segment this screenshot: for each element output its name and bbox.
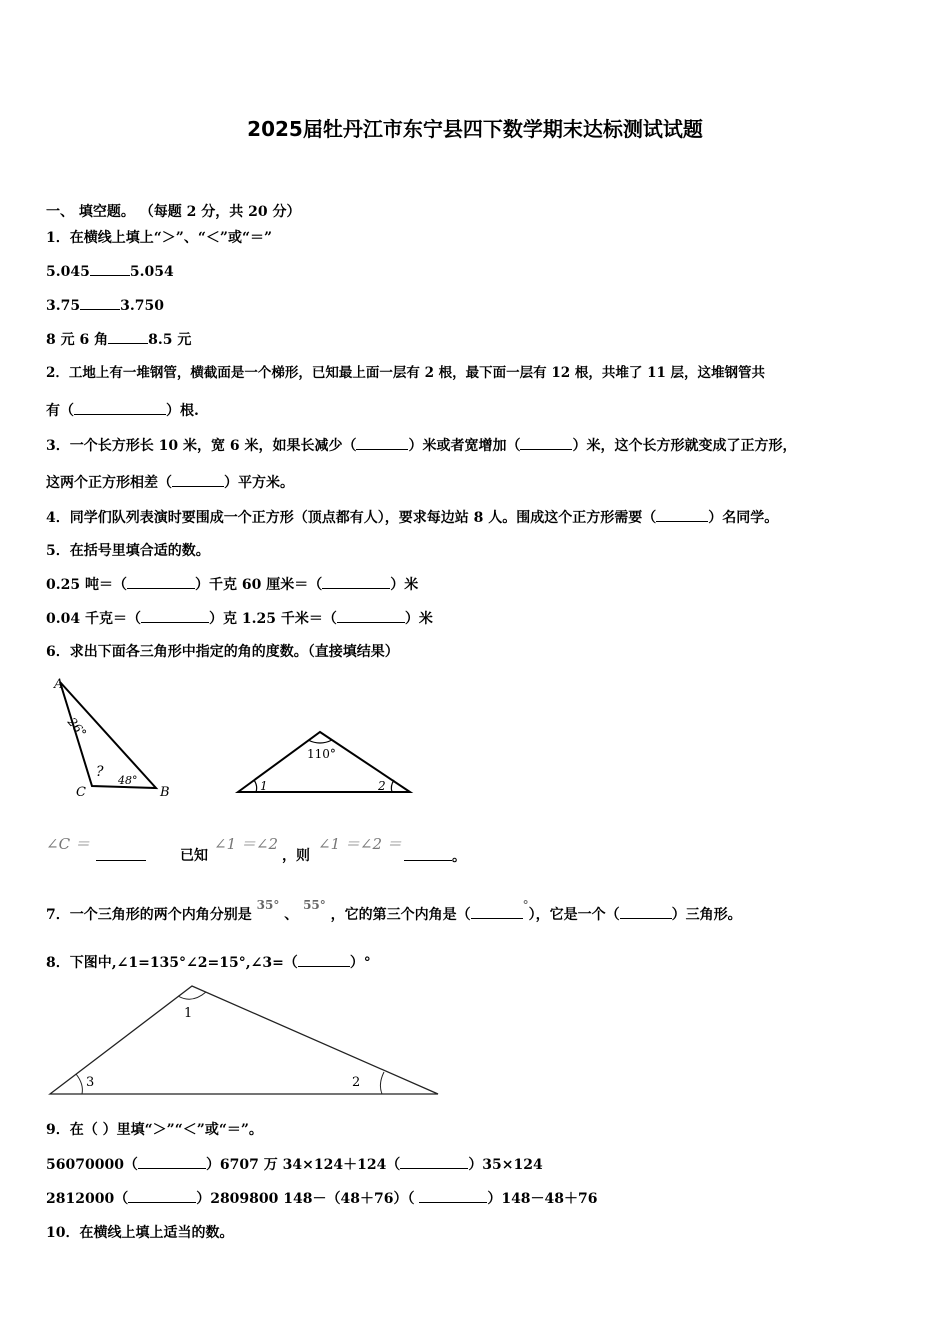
q5-row2 bbox=[46, 608, 433, 629]
q6-known: 已知 bbox=[180, 848, 208, 864]
q3-part4: 这两个正方形相差（ bbox=[46, 475, 172, 491]
label-b: B bbox=[160, 785, 170, 800]
q1-b-right: 3.750 bbox=[120, 298, 164, 314]
q6-end: 。 bbox=[452, 849, 466, 865]
top-angle-arc bbox=[308, 740, 332, 743]
q1-a-left: 5.045 bbox=[46, 264, 90, 280]
q7-part2: ，它的第三个内角是（ bbox=[330, 907, 471, 923]
q4-part1: 4．同学们队列表演时要围成一个正方形（顶点都有人），要求每边站 8 人。围成这个正方形需要（ bbox=[46, 510, 657, 526]
q6-expr: ∠1 ＝∠2 ＝ bbox=[318, 835, 402, 853]
q1-a-right: 5.054 bbox=[129, 264, 174, 280]
q3-blank3 bbox=[172, 472, 224, 487]
label-a: A bbox=[54, 677, 64, 692]
section-heading: 一、 填空题。 （每题 2 分，共 20 分） bbox=[46, 204, 301, 220]
q8-part1: 8．下图中,∠1=135°∠2=15°,∠3=（ bbox=[46, 955, 298, 971]
q1-c-blank bbox=[108, 329, 148, 344]
q8-part2: ）° bbox=[349, 955, 371, 971]
angle-1-label: 1 bbox=[260, 779, 268, 793]
q6-blank-c-wrap bbox=[96, 846, 146, 867]
q3-part1: 3．一个长方形长 10 米，宽 6 米，如果长减少（ bbox=[46, 438, 357, 454]
q7-angle1: 35° bbox=[256, 898, 280, 912]
q2-blank bbox=[74, 400, 166, 415]
q3-part3: ）米，这个长方形就变成了正方形， bbox=[572, 438, 797, 454]
q9-r1-p3: ）35×124 bbox=[468, 1157, 543, 1173]
q8-label-2: 2 bbox=[352, 1075, 361, 1090]
q7-angle2: 55° bbox=[303, 898, 326, 912]
q9-r2-p1: 2812000（ bbox=[46, 1191, 129, 1207]
q1-row-b bbox=[46, 295, 164, 316]
q6-cond-wrap bbox=[214, 834, 278, 855]
q7-part4: ）三角形。 bbox=[671, 907, 742, 923]
q3-part5: ）平方米。 bbox=[224, 475, 294, 491]
q8-line bbox=[46, 952, 371, 973]
q6-expr-wrap bbox=[318, 834, 402, 855]
q8-label-3: 3 bbox=[86, 1075, 95, 1090]
q4-blank bbox=[656, 507, 708, 522]
q7-sep: 、 bbox=[284, 907, 299, 923]
angle-1-arc bbox=[254, 780, 257, 792]
q1-c-left: 8 元 6 角 bbox=[46, 332, 109, 348]
q4-part2: ）名同学。 bbox=[708, 510, 779, 526]
q3-line2 bbox=[46, 472, 294, 493]
q7-blank1 bbox=[471, 904, 523, 919]
q10-stem: 10．在横线上填上适当的数。 bbox=[46, 1225, 234, 1241]
q9-r1-p1: 56070000（ bbox=[46, 1157, 138, 1173]
q8-triangle bbox=[46, 980, 446, 1100]
q2-line2 bbox=[46, 400, 199, 421]
page-title: 2025届牡丹江市东宁县四下数学期末达标测试试题 bbox=[247, 117, 703, 141]
q6-blank-2 bbox=[404, 846, 452, 861]
label-c: C bbox=[76, 785, 86, 800]
q5-r2-blank1 bbox=[141, 608, 209, 623]
q5-r1-blank1 bbox=[127, 574, 195, 589]
angle-2-arc bbox=[391, 780, 394, 792]
q9-r1-blank1 bbox=[138, 1154, 206, 1169]
angle-2-label: 2 bbox=[378, 779, 386, 793]
q5-r1-p1: 0.25 吨＝（ bbox=[46, 577, 127, 593]
angle-a-label: 26° bbox=[64, 714, 90, 741]
q1-c-right: 8.5 元 bbox=[148, 332, 192, 348]
angle-b-label: 48° bbox=[118, 774, 138, 787]
q9-r2-p3: ）148－48＋76 bbox=[487, 1191, 598, 1207]
q6-then: ，则 bbox=[282, 848, 310, 864]
q8-triangle-shape bbox=[50, 986, 438, 1094]
q9-row2 bbox=[46, 1188, 598, 1209]
q5-stem: 5．在括号里填合适的数。 bbox=[46, 543, 210, 559]
q5-row1 bbox=[46, 574, 418, 595]
q1-b-blank bbox=[80, 295, 120, 310]
top-angle-label: 110° bbox=[307, 747, 336, 761]
q6-blank-c bbox=[96, 846, 146, 861]
q6-triangle-2 bbox=[232, 724, 417, 798]
q5-r1-blank2 bbox=[322, 574, 390, 589]
q9-r2-blank1 bbox=[128, 1188, 196, 1203]
q5-r2-blank2 bbox=[337, 608, 405, 623]
q5-r2-p3: ）米 bbox=[404, 611, 433, 627]
q3-part2: ）米或者宽增加（ bbox=[408, 438, 521, 454]
q6-stem: 6．求出下面各三角形中指定的角的度数。（直接填结果） bbox=[46, 644, 399, 660]
q1-row-a bbox=[46, 261, 174, 282]
q5-r2-p2: ）克 1.25 千米＝（ bbox=[208, 611, 337, 627]
q7-degree-mark: ° bbox=[522, 898, 529, 912]
q8-angle3-arc bbox=[76, 1074, 82, 1094]
q1-row-c bbox=[46, 329, 191, 350]
q2-line2-end: ）根. bbox=[166, 403, 199, 419]
q3-blank2 bbox=[520, 435, 572, 450]
q9-r2-blank2 bbox=[419, 1188, 487, 1203]
q3-blank1 bbox=[356, 435, 408, 450]
q9-row1 bbox=[46, 1154, 543, 1175]
q6-triangle-1 bbox=[48, 672, 188, 802]
q1-a-blank bbox=[90, 261, 130, 276]
q9-r1-p2: ）6707 万 34×124＋124（ bbox=[205, 1157, 401, 1173]
q2-line1: 2．工地上有一堆钢管，横截面是一个梯形，已知最上面一层有 2 根，最下面一层有 12 根，共堆了 11 层，这堆钢管共 bbox=[46, 365, 766, 381]
q6-answer-c bbox=[46, 834, 90, 855]
q2-line2-start: 有（ bbox=[46, 403, 74, 419]
q9-r1-blank2 bbox=[400, 1154, 468, 1169]
q5-r2-p1: 0.04 千克＝（ bbox=[46, 611, 141, 627]
q9-r2-p2: ）2809800 148－（48＋76）（ bbox=[196, 1191, 420, 1207]
angle-c-unknown: ? bbox=[96, 764, 104, 780]
q3-line1 bbox=[46, 435, 796, 456]
q9-stem: 9．在（ ）里填“＞”“＜”或“＝”。 bbox=[46, 1122, 263, 1138]
q5-r1-p2: ）千克 60 厘米＝（ bbox=[194, 577, 323, 593]
q8-label-1: 1 bbox=[184, 1006, 193, 1021]
q8-blank bbox=[298, 952, 350, 967]
q7-blank2 bbox=[620, 904, 672, 919]
q8-angle2-arc bbox=[380, 1072, 384, 1094]
q6-blank-end-wrap bbox=[404, 846, 466, 867]
q6-cond: ∠1 ＝∠2 bbox=[214, 835, 278, 853]
q1-b-left: 3.75 bbox=[46, 298, 81, 314]
q7-part1: 7．一个三角形的两个内角分别是 bbox=[46, 907, 252, 923]
q7-line bbox=[46, 898, 742, 925]
q4-line bbox=[46, 507, 778, 528]
q5-r1-p3: ）米 bbox=[390, 577, 419, 593]
q7-part3: ），它是一个（ bbox=[528, 907, 620, 923]
angle-c-expr: ∠C ＝ bbox=[46, 835, 90, 853]
q1-stem: 1．在横线上填上“＞”、“＜”或“＝” bbox=[46, 230, 273, 246]
